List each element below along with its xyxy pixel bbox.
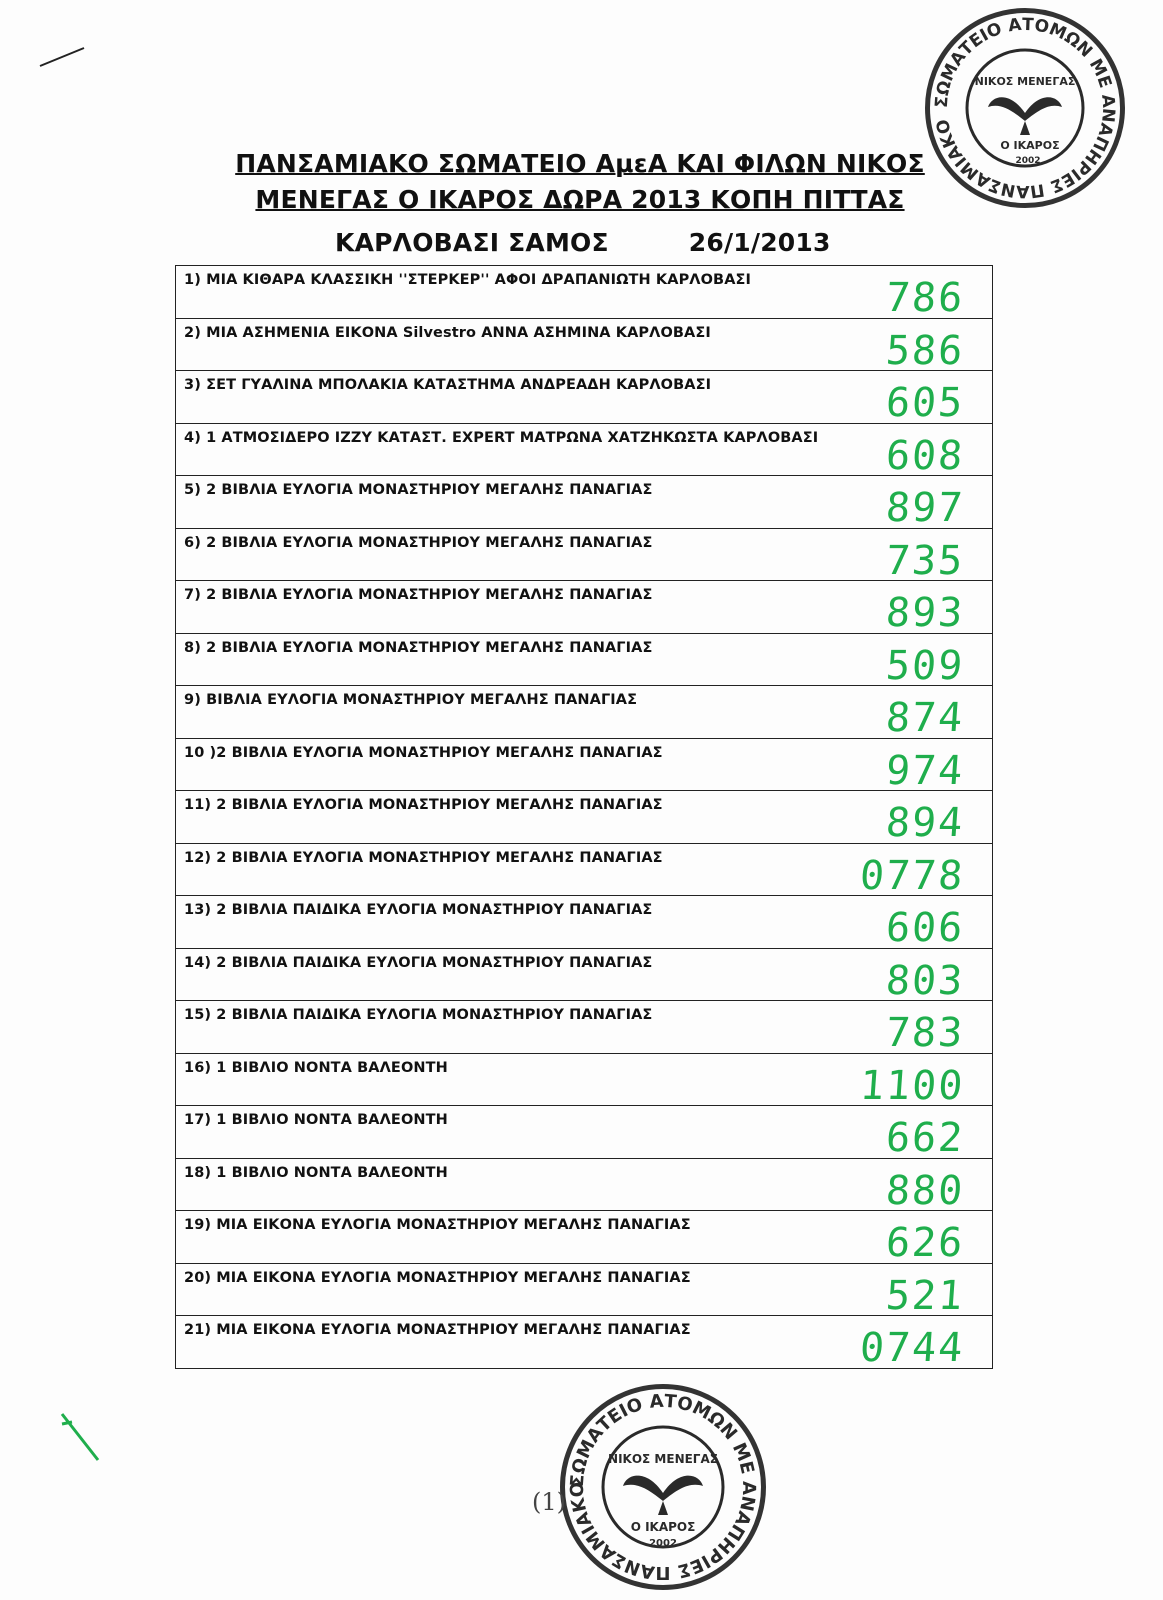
stamp-graphic-bottom — [565, 1389, 761, 1585]
row-cell — [176, 318, 993, 374]
row-cell — [176, 581, 993, 634]
item-description: 18) 1 ΒΙΒΛΙΟ ΝΟΝΤΑ ΒΑΛΕΟΝΤΗ — [184, 1164, 448, 1181]
title-line-2-text: ΜΕΝΕΓΑΣ Ο ΙΚΑΡΟΣ ΔΩΡΑ 2013 ΚΟΠΗ ΠΙΤΤΑΣ — [255, 185, 905, 214]
ticket-number: 974 — [884, 747, 966, 794]
ticket-number: 0778 — [858, 852, 966, 899]
table-row — [176, 1211, 993, 1264]
row-cell — [176, 1106, 993, 1159]
table-row — [176, 476, 993, 529]
ticket-number: 608 — [884, 432, 966, 479]
location-text: ΚΑΡΛΟΒΑΣΙ ΣΑΜΟΣ — [335, 228, 609, 257]
page-number: (1) — [532, 1488, 566, 1516]
ticket-number: 894 — [884, 800, 966, 846]
table-row — [176, 1106, 993, 1159]
table-row — [176, 1316, 993, 1369]
row-cell — [176, 528, 993, 584]
item-description: 16) 1 ΒΙΒΛΙΟ ΝΟΝΤΑ ΒΑΛΕΟΝΤΗ — [184, 1059, 448, 1076]
ticket-number: 662 — [884, 1115, 966, 1161]
table-row — [176, 423, 993, 476]
item-description: 3) ΣΕΤ ΓΥΑΛΙΝΑ ΜΠΟΛΑΚΙΑ ΚΑΤΑΣΤΗΜΑ ΑΝΔΡΕΑΔΗ ΚΑΡΛΟΒΑΣΙ — [184, 377, 712, 393]
ticket-number: 605 — [884, 380, 966, 426]
pen-mark-top-left — [38, 44, 88, 70]
ticket-number: 509 — [884, 642, 966, 689]
item-description: 7) 2 ΒΙΒΛΙΑ ΕΥΛΟΓΙΑ ΜΟΝΑΣΤΗΡΙΟΥ ΜΕΓΑΛΗΣ ΠΑΝΑΓΙΑΣ — [184, 587, 653, 603]
ticket-number: 0744 — [858, 1325, 966, 1371]
item-description: 2) ΜΙΑ ΑΣΗΜΕΝΙΑ ΕΙΚΟΝΑ Silvestro ΑΝΝΑ ΑΣΗΜΙΝΑ ΚΑΡΛΟΒΑΣΙ — [184, 324, 711, 341]
item-description: 8) 2 ΒΙΒΛΙΑ ΕΥΛΟΓΙΑ ΜΟΝΑΣΤΗΡΙΟΥ ΜΕΓΑΛΗΣ ΠΑΝΑΓΙΑΣ — [184, 639, 653, 656]
item-description: 6) 2 ΒΙΒΛΙΑ ΕΥΛΟΓΙΑ ΜΟΝΑΣΤΗΡΙΟΥ ΜΕΓΑΛΗΣ ΠΑΝΑΓΙΑΣ — [184, 534, 653, 551]
row-cell — [176, 1316, 993, 1369]
table-row — [176, 318, 993, 371]
document-title-line-1 — [175, 147, 985, 180]
item-description: 17) 1 ΒΙΒΛΙΟ ΝΟΝΤΑ ΒΑΛΕΟΝΤΗ — [184, 1112, 448, 1128]
row-cell — [176, 791, 993, 844]
item-description: 15) 2 ΒΙΒΛΙΑ ΠΑΙΔΙΚΑ ΕΥΛΟΓΙΑ ΜΟΝΑΣΤΗΡΙΟΥ ΠΑΝΑΓΙΑΣ — [184, 1007, 653, 1023]
ticket-number: 783 — [884, 1010, 966, 1056]
table-row — [176, 1001, 993, 1054]
stamp-bottom-ring-text: ΣΩΜΑΤΕΙΟ ΑΤΟΜΩΝ ΜΕ ΑΝΑΠΗΡΙΕΣ ΠΑΝΣΑΜΙΑΚΟ — [566, 1390, 760, 1584]
table-row — [176, 791, 993, 844]
table-row — [176, 1053, 993, 1106]
stamp-bottom-name: ΝΙΚΟΣ ΜΕΝΕΓΑΣ — [608, 1452, 718, 1466]
row-cell — [176, 371, 993, 424]
title-line-1-text: ΠΑΝΣΑΜΙΑΚΟ ΣΩΜΑΤΕΙΟ ΑμεΑ ΚΑΙ ΦΙΛΩΝ ΝΙΚΟΣ — [235, 149, 925, 178]
ticket-number: 893 — [884, 590, 966, 636]
item-description: 19) ΜΙΑ ΕΙΚΟΝΑ ΕΥΛΟΓΙΑ ΜΟΝΑΣΤΗΡΙΟΥ ΜΕΓΑΛΗΣ ΠΑΝΑΓΙΑΣ — [184, 1217, 691, 1233]
svg-text:ΣΩΜΑΤΕΙΟ ΑΤΟΜΩΝ ΜΕ ΑΝΑΠΗΡΙΕΣ Π — [567, 1391, 759, 1583]
stamp-year: 2002 — [1015, 156, 1041, 166]
ticket-number: 803 — [884, 957, 966, 1004]
ticket-number: 897 — [884, 485, 966, 531]
document-title-line-3 — [335, 226, 1145, 259]
stamp-graphic — [930, 13, 1120, 203]
item-description: 14) 2 ΒΙΒΛΙΑ ΠΑΙΔΙΚΑ ΕΥΛΟΓΙΑ ΜΟΝΑΣΤΗΡΙΟΥ ΠΑΝΑΓΙΑΣ — [184, 954, 653, 971]
row-cell — [176, 896, 993, 949]
row-cell — [176, 633, 993, 689]
table-row — [176, 686, 993, 739]
stamp-ring-text: ΣΩΜΑΤΕΙΟ ΑΤΟΜΩΝ ΜΕ ΑΝΑΠΗΡΙΕΣ ΠΑΝΣΑΜΙΑΚΟ — [931, 14, 1119, 202]
ticket-number: 1100 — [858, 1062, 966, 1109]
row-cell — [176, 476, 993, 529]
donations-table — [175, 265, 993, 1369]
row-cell — [176, 843, 993, 899]
association-stamp-bottom — [560, 1384, 766, 1590]
row-cell — [176, 423, 993, 479]
row-cell — [176, 1053, 993, 1109]
pen-mark-green-left — [58, 1408, 108, 1468]
row-cell — [176, 266, 993, 319]
item-description: 10 )2 ΒΙΒΛΙΑ ΕΥΛΟΓΙΑ ΜΟΝΑΣΤΗΡΙΟΥ ΜΕΓΑΛΗΣ ΠΑΝΑΓΙΑΣ — [184, 744, 663, 761]
row-cell — [176, 1263, 993, 1319]
stamp-name: ΝΙΚΟΣ ΜΕΝΕΓΑΣ — [974, 75, 1076, 88]
item-description: 9) ΒΙΒΛΙΑ ΕΥΛΟΓΙΑ ΜΟΝΑΣΤΗΡΙΟΥ ΜΕΓΑΛΗΣ ΠΑΝΑΓΙΑΣ — [184, 692, 638, 708]
table-row — [176, 1263, 993, 1316]
winged-figure-icon — [623, 1476, 703, 1515]
item-description: 12) 2 ΒΙΒΛΙΑ ΕΥΛΟΓΙΑ ΜΟΝΑΣΤΗΡΙΟΥ ΜΕΓΑΛΗΣ ΠΑΝΑΓΙΑΣ — [184, 849, 663, 866]
ticket-number: 880 — [884, 1167, 966, 1214]
ticket-number: 586 — [884, 327, 966, 374]
row-cell — [176, 948, 993, 1004]
item-description: 5) 2 ΒΙΒΛΙΑ ΕΥΛΟΓΙΑ ΜΟΝΑΣΤΗΡΙΟΥ ΜΕΓΑΛΗΣ ΠΑΝΑΓΙΑΣ — [184, 482, 653, 498]
date-text: 26/1/2013 — [688, 228, 831, 257]
table-row — [176, 633, 993, 686]
table-row — [176, 528, 993, 581]
table-row — [176, 896, 993, 949]
item-description: 4) 1 ΑΤΜΟΣΙΔΕΡΟ IZZY ΚΑΤΑΣΤ. EXPERT ΜΑΤΡΩΝΑ ΧΑΤΖΗΚΩΣΤΑ ΚΑΡΛΟΒΑΣΙ — [184, 429, 819, 446]
item-description: 21) ΜΙΑ ΕΙΚΟΝΑ ΕΥΛΟΓΙΑ ΜΟΝΑΣΤΗΡΙΟΥ ΜΕΓΑΛΗΣ ΠΑΝΑΓΙΑΣ — [184, 1322, 691, 1338]
stamp-bottom-year: 2002 — [649, 1538, 677, 1549]
svg-text:ΣΩΜΑΤΕΙΟ ΑΤΟΜΩΝ ΜΕ ΑΝΑΠΗΡΙΕΣ Π — [932, 15, 1118, 201]
table-row — [176, 581, 993, 634]
ticket-number: 606 — [884, 905, 966, 951]
ticket-number: 735 — [884, 537, 966, 584]
table-row — [176, 738, 993, 791]
ticket-number: 874 — [884, 695, 966, 741]
ticket-number: 626 — [884, 1220, 966, 1266]
row-cell — [176, 1211, 993, 1264]
document-title-line-2 — [175, 183, 985, 216]
row-cell — [176, 1158, 993, 1214]
table-row — [176, 948, 993, 1001]
item-description: 11) 2 ΒΙΒΛΙΑ ΕΥΛΟΓΙΑ ΜΟΝΑΣΤΗΡΙΟΥ ΜΕΓΑΛΗΣ ΠΑΝΑΓΙΑΣ — [184, 797, 663, 813]
item-description: 20) ΜΙΑ ΕΙΚΟΝΑ ΕΥΛΟΓΙΑ ΜΟΝΑΣΤΗΡΙΟΥ ΜΕΓΑΛΗΣ ΠΑΝΑΓΙΑΣ — [184, 1269, 691, 1286]
winged-figure-icon — [988, 97, 1062, 135]
stamp-bottom-subtitle: Ο ΙΚΑΡΟΣ — [630, 1520, 696, 1534]
table-row — [176, 1158, 993, 1211]
table-row — [176, 371, 993, 424]
row-cell — [176, 738, 993, 794]
row-cell — [176, 1001, 993, 1054]
item-description: 13) 2 ΒΙΒΛΙΑ ΠΑΙΔΙΚΑ ΕΥΛΟΓΙΑ ΜΟΝΑΣΤΗΡΙΟΥ ΠΑΝΑΓΙΑΣ — [184, 902, 653, 918]
association-stamp-top — [925, 8, 1125, 208]
table-row — [176, 266, 993, 319]
ticket-number: 786 — [884, 275, 966, 321]
row-cell — [176, 686, 993, 739]
ticket-number: 521 — [884, 1272, 966, 1319]
item-description: 1) ΜΙΑ ΚΙΘΑΡΑ ΚΛΑΣΣΙΚΗ ''ΣΤΕΡΚΕΡ'' ΑΦΟΙ ΔΡΑΠΑΝΙΩΤΗ ΚΑΡΛΟΒΑΣΙ — [184, 272, 752, 288]
stamp-subtitle: Ο ΙΚΑΡΟΣ — [1000, 139, 1060, 152]
table-row — [176, 843, 993, 896]
